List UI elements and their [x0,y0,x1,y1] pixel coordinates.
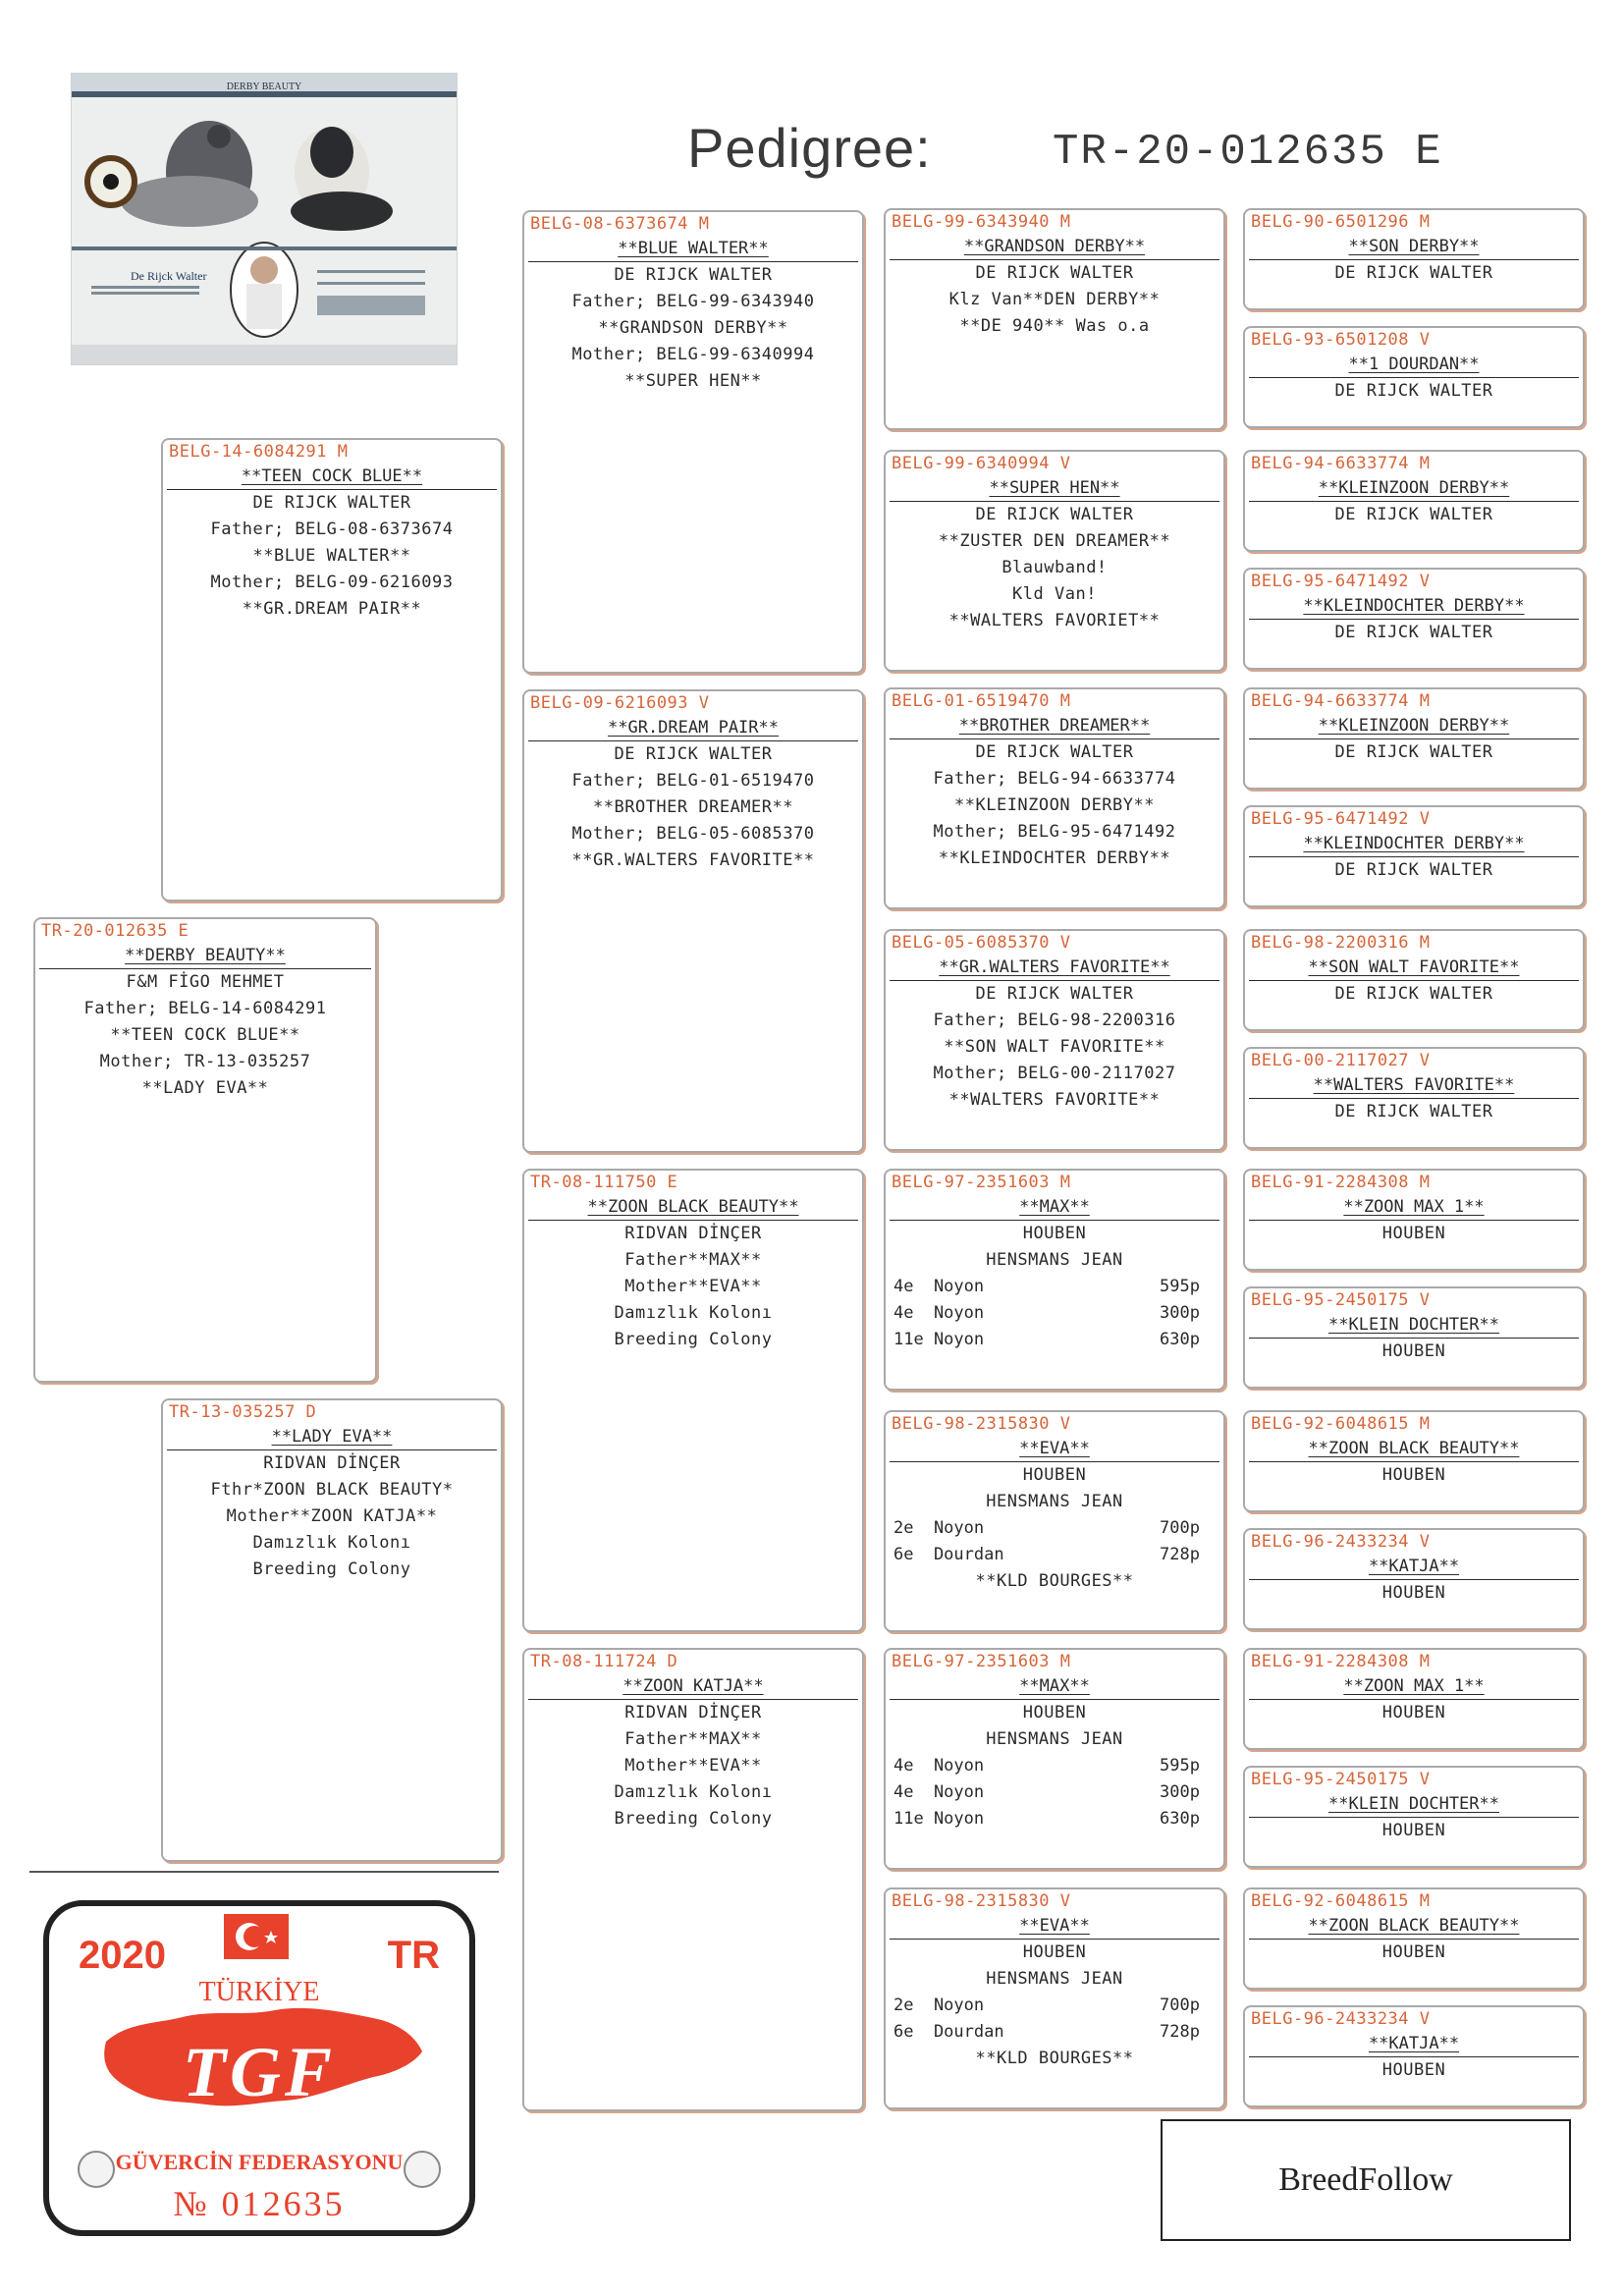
ring-number: BELG-94-6633774 M [1251,691,1431,711]
ring-number: BELG-97-2351603 M [892,1652,1071,1671]
tgf-seal [43,1900,475,2236]
ring-number: BELG-91-2284308 M [1251,1652,1431,1671]
card-line: **LADY EVA** [141,1078,269,1098]
pedigree-card-g1 [1243,208,1585,310]
pedigree-card-g2 [1243,326,1585,428]
card-line: Breeding Colony [252,1559,411,1579]
ring-number: BELG-95-2450175 V [1251,1290,1431,1310]
race-result: 11e Noyon [893,1330,985,1349]
pigeon-name: **TEEN COCK BLUE** [167,465,497,490]
ring-number: BELG-98-2315830 V [892,1891,1071,1911]
breeder-logo [71,73,458,365]
pedigree-card-g3 [1243,450,1585,552]
card-line: **GRANDSON DERBY** [598,318,788,338]
card-line: **BROTHER DREAMER** [593,797,793,817]
race-points: 630p [1160,1330,1200,1349]
ring-number: BELG-95-6471492 V [1251,572,1431,591]
ring-number: BELG-94-6633774 M [1251,454,1431,473]
card-line: Father; BELG-98-2200316 [933,1011,1176,1030]
ring-number: TR-20-012635 E [41,921,189,941]
ring-number: BELG-90-6501296 M [1251,212,1431,232]
card-line: **GR.DREAM PAIR** [242,599,422,619]
pigeon-name: **GR.DREAM PAIR** [528,716,858,741]
race-result-row [886,1300,1223,1327]
race-points: 595p [1160,1277,1200,1296]
pigeon-name: **SON DERBY** [1249,235,1579,260]
svg-text:DERBY BEAUTY: DERBY BEAUTY [226,82,302,92]
card-line: Father; BELG-94-6633774 [933,769,1176,789]
card-line: DE RIJCK WALTER [1334,623,1493,642]
card-line: HENSMANS JEAN [986,1492,1123,1511]
ring-number: BELG-00-2117027 V [1251,1051,1431,1070]
card-line: Mother**EVA** [624,1756,762,1776]
pigeon-name: **SON WALT FAVORITE** [1249,956,1579,981]
pedigree-card-sdd [884,929,1225,1151]
card-line: Blauwband! [1001,558,1108,577]
card-line: DE RIJCK WALTER [975,742,1134,762]
pedigree-card-dsd [884,1410,1225,1632]
card-line: HOUBEN [1381,2060,1446,2080]
pigeon-name: **EVA** [890,1437,1219,1462]
card-line: HOUBEN [1381,1224,1446,1243]
pigeon-name: **WALTERS FAVORITE** [1249,1073,1579,1099]
pigeon-name: **KLEINDOCHTER DERBY** [1249,594,1579,620]
card-line: DE RIJCK WALTER [975,505,1134,524]
card-line: DE RIJCK WALTER [1334,1102,1493,1121]
subject-ring-id: TR-20-012635 E [1053,128,1443,177]
pigeon-name: **LADY EVA** [167,1425,497,1450]
race-points: 595p [1160,1756,1200,1776]
card-line: HOUBEN [1381,1821,1446,1840]
pigeon-name: **ZOON KATJA** [528,1674,858,1700]
pedigree-card-sss [884,208,1225,430]
card-line: Mother; BELG-09-6216093 [210,573,454,592]
pigeon-name: **KATJA** [1249,1555,1579,1580]
seal-country-code: TR [387,1934,440,1977]
ring-number: BELG-98-2315830 V [892,1414,1071,1434]
pigeon-name: **KLEINZOON DERBY** [1249,476,1579,502]
pedigree-card-ssd [884,450,1225,672]
race-result-row [886,1779,1223,1806]
race-result-row [886,1515,1223,1542]
card-line: HOUBEN [1022,1703,1087,1722]
card-line: Mother; BELG-99-6340994 [571,345,815,364]
race-result: 4e Noyon [893,1756,985,1776]
card-line: HENSMANS JEAN [986,1969,1123,1989]
divider [29,1871,499,1873]
ring-number: BELG-99-6340994 V [892,454,1071,473]
pigeon-name: **BROTHER DREAMER** [890,714,1219,739]
card-line: DE RIJCK WALTER [1334,984,1493,1004]
card-line: Mother**EVA** [624,1277,762,1296]
race-result-row [886,1542,1223,1568]
race-result: 6e Dourdan [893,1545,1004,1564]
race-points: 300p [1160,1303,1200,1323]
race-result-row [886,1753,1223,1779]
pedigree-card-dds [884,1648,1225,1870]
seal-org: TGF [183,2033,336,2111]
card-line: HENSMANS JEAN [986,1729,1123,1749]
pedigree-card-g14 [1243,1766,1585,1868]
pigeon-name: **BLUE WALTER** [528,237,858,262]
pedigree-card-dss [884,1169,1225,1391]
pigeon-name: **KATJA** [1249,2032,1579,2057]
race-result: 4e Noyon [893,1782,985,1802]
card-line: **BLUE WALTER** [252,546,411,566]
card-line: DE RIJCK WALTER [614,744,773,764]
pigeon-name: **KLEINDOCHTER DERBY** [1249,832,1579,857]
pedigree-card-g7 [1243,929,1585,1031]
card-line: Mother; BELG-00-2117027 [933,1064,1176,1083]
card-line: DE RIJCK WALTER [975,263,1134,283]
ring-number: TR-08-111750 E [530,1173,678,1192]
ring-number: BELG-95-6471492 V [1251,809,1431,829]
pigeon-name: **ZOON MAX 1** [1249,1674,1579,1700]
card-line: HENSMANS JEAN [986,1250,1123,1270]
pedigree-card-ss [522,210,864,674]
race-points: 728p [1160,2022,1200,2042]
card-line: HOUBEN [1022,1224,1087,1243]
ring-number: TR-13-035257 D [169,1402,317,1422]
ring-number: BELG-91-2284308 M [1251,1173,1431,1192]
card-line: DE RIJCK WALTER [1334,860,1493,880]
card-line: **KLEINZOON DERBY** [954,795,1155,815]
pedigree-card-dam [161,1398,503,1862]
pedigree-card-subject [33,917,377,1383]
card-line: HOUBEN [1381,1341,1446,1361]
card-line: DE RIJCK WALTER [252,493,411,513]
card-line: RIDVAN DİNÇER [263,1453,401,1473]
card-line: RIDVAN DİNÇER [624,1224,762,1243]
pigeon-name: **GRANDSON DERBY** [890,235,1219,260]
ring-number: BELG-96-2433234 V [1251,2009,1431,2029]
card-line: DE RIJCK WALTER [1334,263,1493,283]
ring-number: BELG-14-6084291 M [169,442,349,462]
pigeon-name: **ZOON MAX 1** [1249,1195,1579,1221]
race-result-row [886,1327,1223,1353]
card-line: Mother; BELG-95-6471492 [933,822,1176,842]
ring-number: BELG-08-6373674 M [530,214,710,234]
card-line: Father; BELG-01-6519470 [571,771,815,791]
pedigree-card-sd [522,689,864,1153]
pigeon-name: **ZOON BLACK BEAUTY** [528,1195,858,1221]
card-line: Mother**ZOON KATJA** [226,1506,438,1526]
card-line: Father; BELG-99-6343940 [571,292,815,311]
card-line: DE RIJCK WALTER [1334,505,1493,524]
ring-number: BELG-96-2433234 V [1251,1532,1431,1552]
pigeon-name: **KLEINZOON DERBY** [1249,714,1579,739]
pigeon-name: **1 DOURDAN** [1249,353,1579,378]
card-line: Damızlık Kolonı [614,1303,773,1323]
race-points: 700p [1160,1518,1200,1538]
card-line: Damızlık Kolonı [252,1533,411,1553]
pigeon-name: **KLEIN DOCHTER** [1249,1313,1579,1339]
pedigree-card-g6 [1243,805,1585,907]
card-line: HOUBEN [1022,1942,1087,1962]
ring-number: BELG-95-2450175 V [1251,1770,1431,1789]
pedigree-card-dd [522,1648,864,2111]
pedigree-card-ds [522,1169,864,1632]
race-points: 630p [1160,1809,1200,1829]
svg-text:De Rijck Walter: De Rijck Walter [131,269,207,283]
card-line: Kld Van! [1012,584,1097,604]
card-line: **GR.WALTERS FAVORITE** [571,850,815,870]
ring-number: BELG-01-6519470 M [892,691,1071,711]
card-line: **KLD BOURGES** [975,2049,1134,2068]
card-line: Fthr*ZOON BLACK BEAUTY* [210,1480,454,1500]
pigeon-name: **ZOON BLACK BEAUTY** [1249,1914,1579,1940]
card-line: HOUBEN [1381,1942,1446,1962]
ring-number: BELG-92-6048615 M [1251,1414,1431,1434]
pedigree-card-sds [884,687,1225,909]
race-result: 4e Noyon [893,1303,985,1323]
ring-number: BELG-97-2351603 M [892,1173,1071,1192]
ring-number: BELG-93-6501208 V [1251,330,1431,350]
pigeon-name: **EVA** [890,1914,1219,1940]
card-line: Mother; BELG-05-6085370 [571,824,815,844]
pedigree-card-g5 [1243,687,1585,790]
card-line: Breeding Colony [614,1330,773,1349]
card-line: F&M FİGO MEHMET [126,972,285,992]
ring-number: BELG-05-6085370 V [892,933,1071,953]
card-line: **SUPER HEN** [624,371,762,391]
seal-country: TÜRKİYE [198,1977,320,2007]
pedigree-card-g11 [1243,1410,1585,1512]
pedigree-card-g15 [1243,1887,1585,1990]
seal-federation: GÜVERCİN FEDERASYONU [115,2150,404,2174]
card-line: **WALTERS FAVORIET** [948,611,1161,630]
card-line: Damızlık Kolonı [614,1782,773,1802]
race-result: 11e Noyon [893,1809,985,1829]
pigeon-name: **SUPER HEN** [890,476,1219,502]
pedigree-card-g4 [1243,568,1585,670]
race-result: 6e Dourdan [893,2022,1004,2042]
card-line: HOUBEN [1381,1703,1446,1722]
race-points: 728p [1160,1545,1200,1564]
race-result-row [886,1806,1223,1832]
card-line: **DE 940** Was o.a [959,316,1150,336]
ring-number: BELG-99-6343940 M [892,212,1071,232]
pigeon-name: **ZOON BLACK BEAUTY** [1249,1437,1579,1462]
card-line: DE RIJCK WALTER [614,265,773,285]
seal-number: № 012635 [173,2184,346,2223]
card-line: Father; BELG-14-6084291 [83,999,327,1018]
card-line: **TEEN COCK BLUE** [110,1025,300,1045]
race-result-row [886,1993,1223,2019]
pigeon-name: **DERBY BEAUTY** [39,944,371,969]
card-line: Mother; TR-13-035257 [99,1052,311,1071]
race-result: 2e Noyon [893,1995,985,2015]
card-line: **SON WALT FAVORITE** [944,1037,1165,1057]
card-line: **WALTERS FAVORITE** [948,1090,1161,1110]
pedigree-card-g16 [1243,2005,1585,2107]
card-line: HOUBEN [1022,1465,1087,1485]
page-title: Pedigree: [687,117,932,179]
card-line: Breeding Colony [614,1809,773,1829]
race-result-row [886,1274,1223,1300]
card-line: Father; BELG-08-6373674 [210,519,454,539]
breeder-logo-image [72,74,457,364]
race-result-row [886,2019,1223,2046]
pedigree-card-g8 [1243,1047,1585,1149]
card-line: HOUBEN [1381,1583,1446,1603]
race-result: 2e Noyon [893,1518,985,1538]
ring-number: BELG-98-2200316 M [1251,933,1431,953]
pedigree-card-g9 [1243,1169,1585,1271]
card-line: DE RIJCK WALTER [1334,381,1493,401]
card-line: HOUBEN [1381,1465,1446,1485]
ring-number: BELG-09-6216093 V [530,693,710,713]
seal-year: 2020 [79,1934,166,1977]
pedigree-card-ddd [884,1887,1225,2109]
card-line: **ZUSTER DEN DREAMER** [938,531,1171,551]
card-line: **KLEINDOCHTER DERBY** [938,848,1171,868]
pigeon-name: **KLEIN DOCHTER** [1249,1792,1579,1818]
pedigree-card-g10 [1243,1286,1585,1389]
card-line: DE RIJCK WALTER [975,984,1134,1004]
race-result: 4e Noyon [893,1277,985,1296]
ring-number: TR-08-111724 D [530,1652,678,1671]
card-line: Father**MAX** [624,1250,762,1270]
pedigree-card-g12 [1243,1528,1585,1630]
pigeon-name: **MAX** [890,1674,1219,1700]
pedigree-card-sire [161,438,503,902]
race-points: 300p [1160,1782,1200,1802]
card-line: DE RIJCK WALTER [1334,742,1493,762]
card-line: Father**MAX** [624,1729,762,1749]
breedfollow-brand: BreedFollow [1161,2119,1571,2241]
pigeon-name: **MAX** [890,1195,1219,1221]
pedigree-card-g13 [1243,1648,1585,1750]
race-points: 700p [1160,1995,1200,2015]
ring-number: BELG-92-6048615 M [1251,1891,1431,1911]
card-line: **KLD BOURGES** [975,1571,1134,1591]
card-line: Klz Van**DEN DERBY** [948,290,1161,309]
card-line: RIDVAN DİNÇER [624,1703,762,1722]
pigeon-name: **GR.WALTERS FAVORITE** [890,956,1219,981]
